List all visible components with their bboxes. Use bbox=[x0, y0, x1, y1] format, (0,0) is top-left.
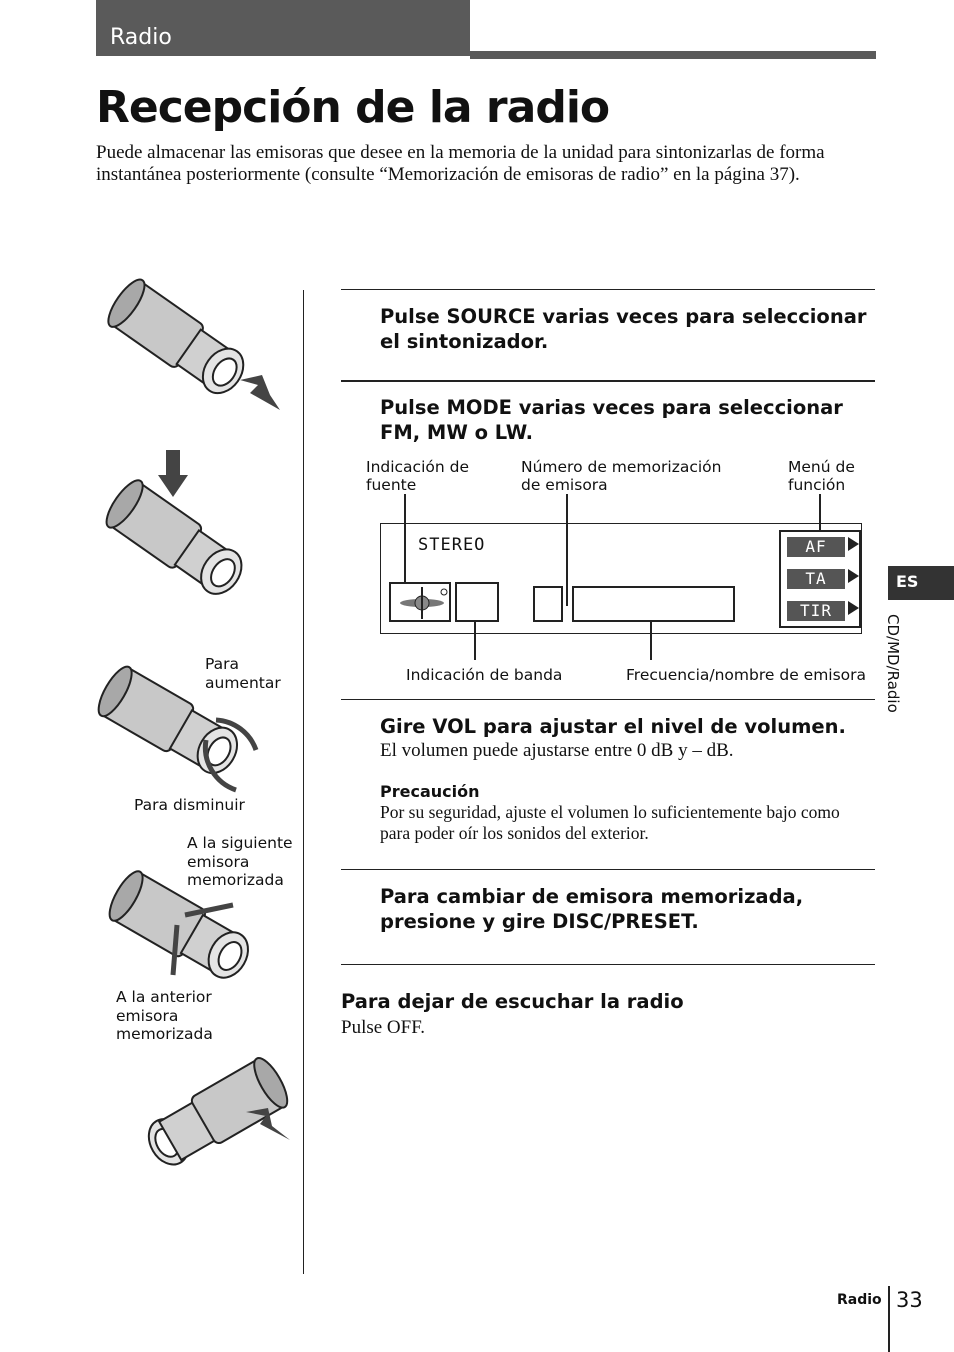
af-arrow-icon bbox=[848, 537, 859, 551]
stop-rule bbox=[341, 964, 875, 965]
function-menu-label: Menú de función bbox=[788, 458, 855, 494]
step-3-rule bbox=[341, 699, 875, 700]
step-3: Gire VOL para ajustar el nivel de volumen. bbox=[380, 715, 846, 738]
page-title: Recepción de la radio bbox=[96, 82, 610, 133]
step-2-rule bbox=[341, 380, 875, 382]
stereo-indicator: STEREO bbox=[418, 535, 486, 555]
step-1: Pulse SOURCE varias veces para seleccionar el sintonizador. bbox=[380, 305, 867, 353]
prev-preset-label: A la anterior emisora memorizada bbox=[116, 988, 213, 1043]
source-indicator-label: Indicación de fuente bbox=[366, 458, 469, 494]
tuner-source-icon bbox=[392, 585, 450, 621]
frequency-box bbox=[572, 586, 735, 622]
header-rule bbox=[470, 51, 876, 59]
stop-heading: Para dejar de escuchar la radio bbox=[341, 990, 684, 1013]
caution-text: Por su seguridad, ajuste el volumen lo suficientemente bajo como para poder oír los sonidos del exterior. bbox=[380, 802, 840, 843]
source-button-illustration bbox=[100, 285, 290, 415]
side-section-label: CD/MD/Radio bbox=[884, 614, 902, 713]
frequency-label: Frecuencia/nombre de emisora bbox=[626, 666, 867, 684]
ta-button[interactable]: TA bbox=[787, 569, 845, 589]
language-label: ES bbox=[896, 572, 919, 591]
tir-arrow-icon bbox=[848, 601, 859, 615]
ta-arrow-icon bbox=[848, 569, 859, 583]
caution-heading: Precaución bbox=[380, 782, 480, 801]
af-button[interactable]: AF bbox=[787, 537, 845, 557]
next-preset-label: A la siguiente emisora memorizada bbox=[187, 834, 293, 889]
band-indicator-box bbox=[455, 582, 499, 622]
preset-dial-illustration bbox=[105, 865, 275, 990]
footer-rule bbox=[888, 1286, 890, 1352]
step-4-rule bbox=[341, 869, 875, 870]
tir-button[interactable]: TIR bbox=[787, 601, 845, 621]
intro-paragraph: Puede almacenar las emisoras que desee en la memoria de la unidad para sintonizarlas de forma instantánea posteriormente (consulte “Memorización de emisoras de radio” en la página 37). bbox=[96, 142, 825, 185]
stop-text: Pulse OFF. bbox=[341, 1017, 426, 1038]
volume-range-text: El volumen puede ajustarse entre 0 dB y – dB. bbox=[380, 740, 734, 761]
section-label: Radio bbox=[110, 25, 172, 50]
vol-down-label: Para disminuir bbox=[134, 796, 245, 814]
footer-section-label: Radio bbox=[837, 1292, 882, 1308]
preset-number-box bbox=[533, 586, 563, 622]
band-label: Indicación de banda bbox=[406, 666, 563, 684]
source-indicator-box bbox=[389, 582, 451, 622]
band-leader-line bbox=[474, 622, 476, 660]
vol-up-label: Para aumentar bbox=[205, 655, 281, 692]
frequency-leader-line bbox=[650, 622, 652, 660]
column-divider bbox=[303, 290, 304, 1274]
step-4: Para cambiar de emisora memorizada, presione y gire DISC/PRESET. bbox=[380, 885, 804, 933]
mode-button-illustration bbox=[100, 445, 270, 605]
page-number: 33 bbox=[896, 1288, 923, 1312]
preset-number-label: Número de memorización de emisora bbox=[521, 458, 722, 494]
step-1-rule bbox=[341, 289, 875, 290]
off-button-illustration bbox=[120, 1050, 295, 1180]
step-2: Pulse MODE varias veces para seleccionar FM, MW o LW. bbox=[380, 396, 843, 444]
